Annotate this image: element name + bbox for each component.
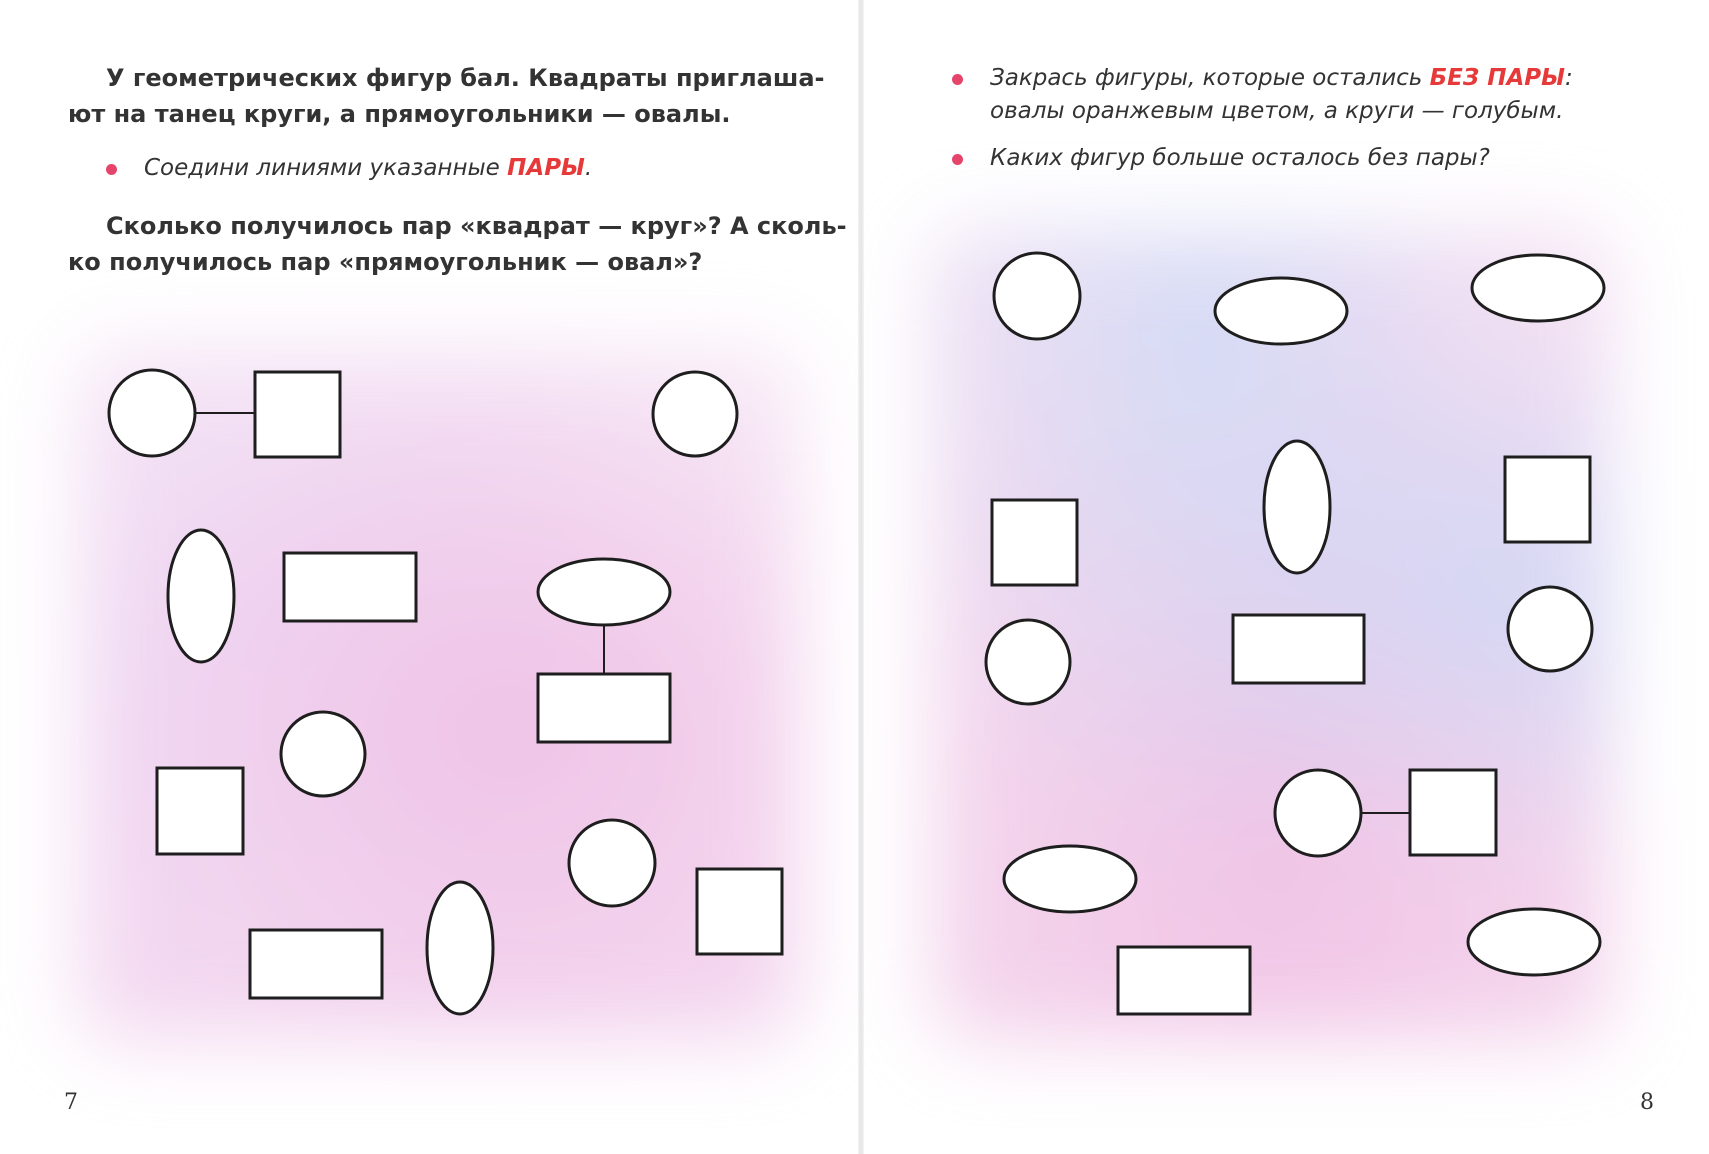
circle-shape[interactable]	[109, 370, 195, 456]
circle-shape[interactable]	[653, 372, 737, 456]
instruction-text: Соедини линиями указанные	[144, 155, 508, 181]
oval-shape[interactable]	[538, 559, 670, 625]
square-shape[interactable]	[157, 768, 243, 854]
intro-line-2: ют на танец круги, а прямоугольники — овалы.	[68, 100, 731, 128]
square-shape[interactable]	[255, 372, 340, 457]
circle-shape[interactable]	[994, 253, 1080, 339]
instruction-suffix: .	[584, 155, 593, 181]
rectangle-shape[interactable]	[538, 674, 670, 742]
rectangle-shape[interactable]	[1233, 615, 1364, 683]
circle-shape[interactable]	[281, 712, 365, 796]
instruction-suffix: :	[1564, 65, 1573, 91]
square-shape[interactable]	[1505, 457, 1590, 542]
oval-shape[interactable]	[1215, 278, 1347, 344]
right-shapes-canvas	[862, 0, 1709, 1154]
instruction-text: Закрась фигуры, которые остались	[990, 65, 1430, 91]
question-line-2: ко получилось пар «прямоугольник — овал»?	[68, 248, 703, 276]
circle-shape[interactable]	[986, 620, 1070, 704]
question-line-1: Сколько получилось пар «квадрат — круг»? А сколь-	[106, 212, 847, 240]
oval-shape[interactable]	[427, 882, 493, 1014]
oval-shape[interactable]	[1004, 846, 1136, 912]
right-page	[862, 0, 1709, 1154]
square-shape[interactable]	[1410, 770, 1496, 855]
rectangle-shape[interactable]	[284, 553, 416, 621]
instruction-highlight: ПАРЫ	[507, 155, 585, 181]
oval-shape[interactable]	[1472, 255, 1604, 321]
oval-shape[interactable]	[1468, 909, 1600, 975]
oval-shape[interactable]	[168, 530, 234, 662]
circle-shape[interactable]	[1508, 587, 1592, 671]
page-number: 7	[64, 1090, 78, 1115]
square-shape[interactable]	[992, 500, 1077, 585]
rectangle-shape[interactable]	[250, 930, 382, 998]
circle-shape[interactable]	[1275, 770, 1361, 856]
oval-shape[interactable]	[1264, 441, 1330, 573]
page-number: 8	[1640, 1090, 1654, 1115]
instruction-highlight: БЕЗ ПАРЫ	[1429, 65, 1565, 91]
square-shape[interactable]	[697, 869, 782, 954]
intro-line-1: У геометрических фигур бал. Квадраты приглаша-	[106, 64, 825, 92]
instruction-line-2: овалы оранжевым цветом, а круги — голубым.	[990, 98, 1564, 124]
circle-shape[interactable]	[569, 820, 655, 906]
instruction-text: Каких фигур больше осталось без пары?	[990, 145, 1490, 171]
rectangle-shape[interactable]	[1118, 947, 1250, 1014]
